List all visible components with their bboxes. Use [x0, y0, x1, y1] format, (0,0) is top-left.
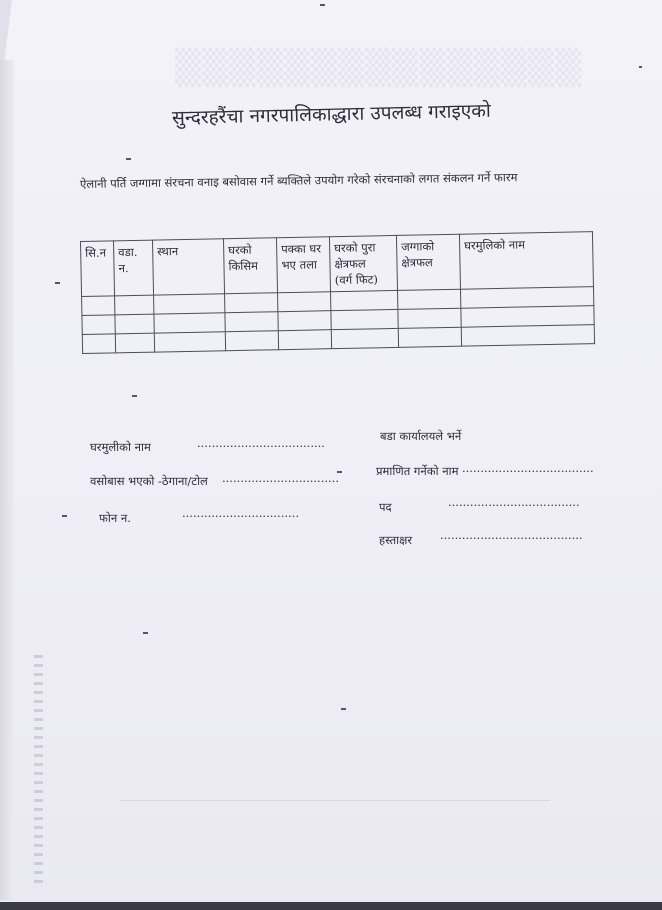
table-cell[interactable]: [331, 328, 398, 348]
signature-label: हस्ताक्षर: [379, 533, 413, 547]
header-ward: वडा. न.: [114, 240, 154, 296]
form-subtitle: ऐलानी पर्ति जग्गामा संरचना वनाइ बसोवास गर्ने ब्यक्तिले उपयोग गरेको संरचनाको लगत संकलन गर्ने फारम: [79, 170, 518, 191]
table-cell[interactable]: [115, 333, 154, 353]
survey-table-wrapper: [80, 231, 595, 354]
speck: [341, 708, 346, 710]
table-cell[interactable]: [154, 294, 225, 314]
table-cell[interactable]: [461, 325, 594, 347]
verifier-name-blank[interactable]: ....................................: [462, 461, 594, 475]
faint-line: [120, 800, 550, 801]
table-cell[interactable]: [398, 308, 461, 328]
table-cell[interactable]: [225, 331, 278, 351]
post-label: पद: [379, 500, 392, 514]
signature-blank[interactable]: .......................................: [440, 528, 583, 542]
table-cell[interactable]: [115, 295, 154, 315]
table-cell[interactable]: [461, 306, 594, 328]
table-cell[interactable]: [331, 290, 398, 310]
document-title: सुन्दरहरैंचा नगरपालिकाद्धारा उपलब्ध गराइएको: [171, 99, 492, 129]
table-cell[interactable]: [460, 287, 593, 309]
header-owner-name: घरमुलिको नाम: [459, 232, 593, 290]
speck: [55, 282, 60, 284]
header-land-area: जग्गाको क्षेत्रफल: [396, 234, 460, 290]
phone-label: फोन न.: [99, 511, 131, 525]
header-house-type: घरको किसिम: [223, 238, 277, 294]
table-cell[interactable]: [82, 334, 115, 354]
table-cell[interactable]: [278, 330, 331, 350]
address-label: वसोबास भएको -ठेगाना/टोल: [90, 474, 208, 488]
header-location: स्थान: [152, 239, 224, 295]
speck: [143, 632, 148, 634]
table-cell[interactable]: [82, 315, 115, 335]
table-cell[interactable]: [225, 293, 278, 313]
table-header-row: [81, 232, 594, 297]
post-blank[interactable]: ....................................: [448, 495, 580, 509]
table-cell[interactable]: [278, 311, 331, 331]
table-cell[interactable]: [331, 309, 398, 329]
table-cell[interactable]: [82, 296, 115, 316]
phone-blank[interactable]: ................................: [182, 506, 299, 520]
bleed-through-letterhead: ▒▒▒▒▒▒▒▒▒▒▒▒▒▒▒: [175, 48, 583, 88]
owner-name-blank[interactable]: ...................................: [197, 436, 325, 450]
scan-bottom-border: [0, 902, 662, 910]
speck: [320, 4, 325, 6]
header-pucca-floors: पक्का घर भए तला: [276, 237, 330, 293]
owner-name-label: घरमुलीको नाम: [90, 440, 151, 454]
speck: [126, 158, 131, 160]
table-cell[interactable]: [154, 313, 225, 333]
table-cell[interactable]: [154, 332, 225, 352]
speck: [132, 395, 137, 397]
speck: [62, 515, 67, 517]
table-cell[interactable]: [398, 289, 461, 309]
scan-streak: [34, 655, 43, 885]
table-cell[interactable]: [278, 292, 331, 312]
table-cell[interactable]: [225, 312, 278, 332]
speck: [639, 66, 642, 68]
table-cell[interactable]: [115, 314, 154, 334]
verifier-name-label: प्रमाणित गर्नेको नाम: [376, 464, 459, 478]
ward-office-heading: बडा कार्यालयले भर्ने: [380, 429, 462, 443]
address-blank[interactable]: ................................: [222, 471, 339, 485]
header-house-area: घरको पुरा क्षेत्रफल (वर्ग फिट): [329, 235, 397, 291]
page-left-edge: [0, 60, 14, 900]
table-cell[interactable]: [398, 327, 461, 347]
header-serial: सि.न: [81, 241, 115, 297]
survey-table: [80, 231, 595, 354]
